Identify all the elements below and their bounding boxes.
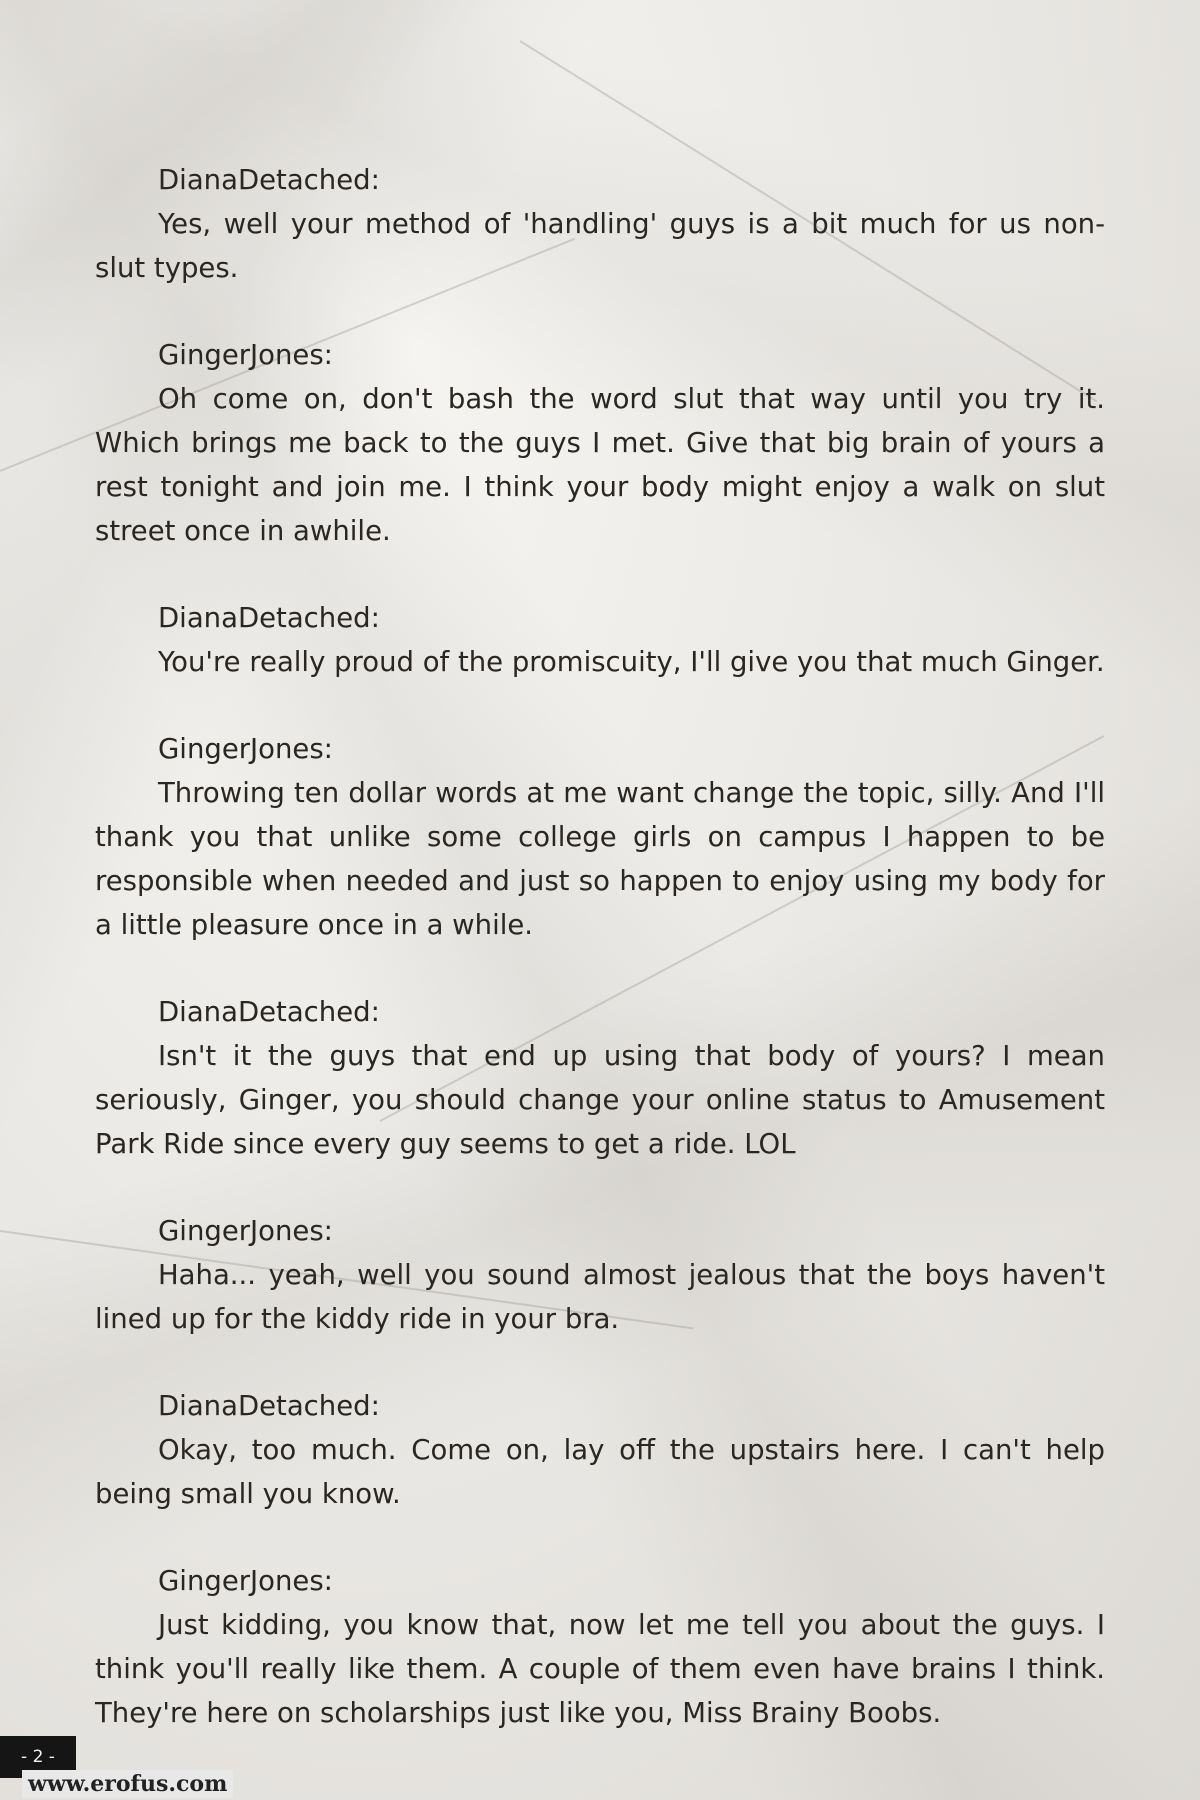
chat-entry xyxy=(95,1384,1105,1516)
speaker-name: GingerJones: xyxy=(158,1215,333,1247)
message-text: Oh come on, don't bash the word slut that way until you try it. Which brings me back to the guys I met. Give that big brain of yours a rest tonight and join me. I think your body might enjoy a walk on slut street once in awhile. xyxy=(95,383,1105,547)
speaker-name: GingerJones: xyxy=(158,339,333,371)
chat-entry xyxy=(95,596,1105,684)
watermark: www.erofus.com xyxy=(22,1770,233,1798)
speaker-name: DianaDetached: xyxy=(158,996,380,1028)
message-text: Okay, too much. Come on, lay off the upstairs here. I can't help being small you know. xyxy=(95,1434,1105,1510)
chat-entry xyxy=(95,158,1105,290)
message-text: You're really proud of the promiscuity, I'll give you that much Ginger. xyxy=(158,646,1105,678)
chat-entry xyxy=(95,1209,1105,1341)
speaker-name: DianaDetached: xyxy=(158,1390,380,1422)
speaker-name: DianaDetached: xyxy=(158,602,380,634)
chat-entry xyxy=(95,333,1105,553)
message-text: Isn't it the guys that end up using that body of yours? I mean seriously, Ginger, you should change your online status to Amusement Park Ride since every guy seems to get a ride. LOL xyxy=(95,1040,1105,1160)
speaker-name: GingerJones: xyxy=(158,1565,333,1597)
speaker-name: GingerJones: xyxy=(158,733,333,765)
chat-entry xyxy=(95,727,1105,947)
speaker-name: DianaDetached: xyxy=(158,164,380,196)
message-text: Yes, well your method of 'handling' guys is a bit much for us non-slut types. xyxy=(95,208,1105,284)
chat-entry xyxy=(95,990,1105,1166)
chat-entry xyxy=(95,1559,1105,1735)
message-text: Just kidding, you know that, now let me tell you about the guys. I think you'll really like them. A couple of them even have brains I think. They're here on scholarships just like you, Miss Brainy Boobs. xyxy=(95,1609,1105,1729)
chat-transcript xyxy=(95,158,1105,1778)
message-text: Haha... yeah, well you sound almost jealous that the boys haven't lined up for the kiddy ride in your bra. xyxy=(95,1259,1105,1335)
message-text: Throwing ten dollar words at me want change the topic, silly. And I'll thank you that unlike some college girls on campus I happen to be responsible when needed and just so happen to enjoy using my body for a little pleasure once in a while. xyxy=(95,777,1105,941)
page-number: - 2 - xyxy=(0,1736,76,1778)
